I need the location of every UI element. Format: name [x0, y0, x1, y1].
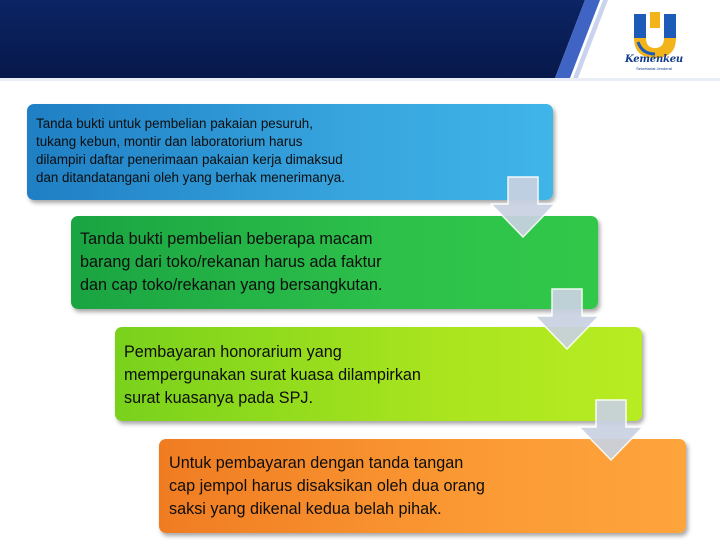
header-divider: [0, 78, 720, 81]
step-1-line: Tanda bukti untuk pembelian pakaian pesuruh,: [36, 116, 313, 131]
step-3-line: mempergunakan surat kuasa dilampirkan: [124, 366, 421, 384]
step-2-line: Tanda bukti pembelian beberapa macam: [80, 230, 373, 248]
logo-subtitle: Sekretariat Jenderal: [636, 66, 672, 71]
step-3-line: surat kuasanya pada SPJ.: [124, 389, 313, 407]
down-arrow-icon: [534, 288, 600, 350]
step-4-line: saksi yang dikenal kedua belah pihak.: [169, 500, 442, 518]
step-2-line: dan cap toko/rekanan yang bersangkutan.: [80, 276, 383, 294]
step-1-line: dan ditandatangani oleh yang berhak menerimanya.: [36, 170, 345, 185]
step-1-line: tukang kebun, montir dan laboratorium harus: [36, 134, 303, 149]
step-4-line: Untuk pembayaran dengan tanda tangan: [169, 454, 464, 472]
down-arrow-icon: [578, 399, 644, 461]
step-3-line: Pembayaran honorarium yang: [124, 343, 342, 361]
logo-wordmark: Kemenkeu: [624, 54, 683, 65]
step-4-line: cap jempol harus disaksikan oleh dua orang: [169, 477, 485, 495]
step-1-line: dilampiri daftar penerimaan pakaian kerja dimaksud: [36, 152, 343, 167]
step-2-line: barang dari toko/rekanan harus ada faktur: [80, 253, 382, 271]
down-arrow-icon: [490, 176, 556, 238]
step-1-box: [27, 104, 553, 200]
